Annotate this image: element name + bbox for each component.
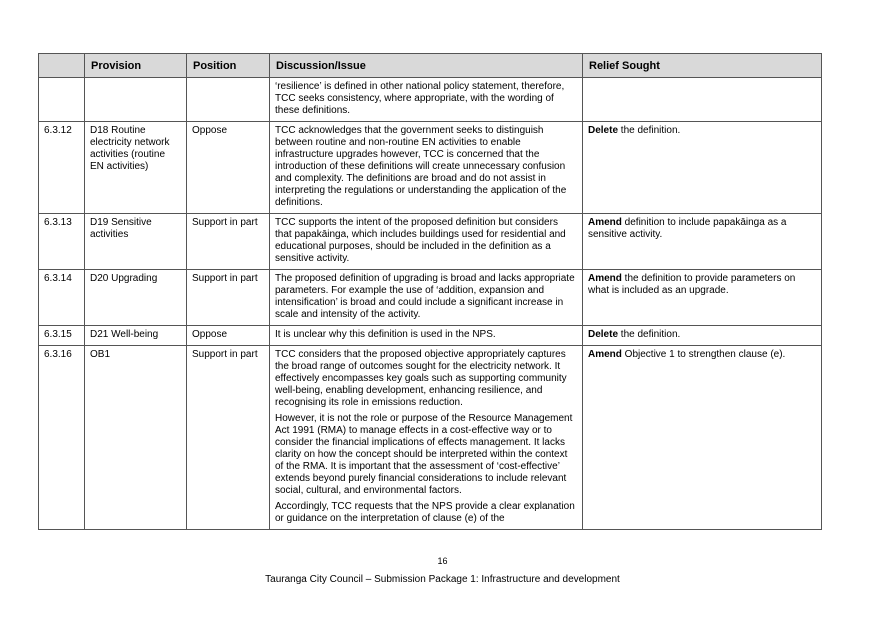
- header-discussion: Discussion/Issue: [270, 54, 583, 78]
- cell-ref: 6.3.12: [39, 122, 85, 214]
- page-footer: Tauranga City Council – Submission Package 1: Infrastructure and development: [265, 574, 620, 585]
- discussion-paragraph: ‘resilience’ is defined in other national policy statement, therefore, TCC seeks consistency, where appropriate, with the wording of these definitions.: [275, 81, 565, 116]
- discussion-paragraph: TCC considers that the proposed objective appropriately captures the broad range of outcomes sought for the electricity network. It effectively encompasses key goals such as supporting community well-being, enabling development, enhancing resilience, and recognising its role in emissions reduction.: [275, 349, 567, 408]
- cell-discussion: [270, 270, 583, 326]
- cell-relief: [583, 326, 822, 346]
- cell-ref: 6.3.15: [39, 326, 85, 346]
- header-position: Position: [187, 54, 270, 78]
- cell-relief: [583, 122, 822, 214]
- cell-discussion: [270, 346, 583, 530]
- cell-provision: OB1: [85, 346, 187, 530]
- cell-ref: 6.3.16: [39, 346, 85, 530]
- cell-provision: D21 Well-being: [85, 326, 187, 346]
- cell-position: Oppose: [187, 326, 270, 346]
- cell-position: Support in part: [187, 214, 270, 270]
- cell-position: Support in part: [187, 270, 270, 326]
- cell-position: Support in part: [187, 346, 270, 530]
- relief-text: Objective 1 to strengthen clause (e).: [621, 349, 786, 360]
- page-number: 16: [437, 556, 448, 566]
- cell-ref: 6.3.13: [39, 214, 85, 270]
- cell-discussion: [270, 122, 583, 214]
- relief-text: the definition.: [618, 329, 681, 340]
- discussion-paragraph: TCC supports the intent of the proposed definition but considers that papakāinga, which includes buildings used for residential and educational purposes, should be included in the definition as a sensitive activity.: [275, 217, 566, 264]
- cell-position: Oppose: [187, 122, 270, 214]
- header-ref: [39, 54, 85, 78]
- table-header-row: [39, 54, 822, 78]
- cell-provision: D18 Routine electricity network activities (routine EN activities): [85, 122, 187, 214]
- table-row: [39, 78, 822, 122]
- relief-action: Amend: [588, 349, 622, 360]
- relief-text: the definition to provide parameters on what is included as an upgrade.: [588, 273, 796, 296]
- table-row: [39, 346, 822, 530]
- table-row: [39, 326, 822, 346]
- relief-action: Amend: [588, 273, 622, 284]
- cell-ref: 6.3.14: [39, 270, 85, 326]
- cell-relief: [583, 214, 822, 270]
- cell-provision: D20 Upgrading: [85, 270, 187, 326]
- cell-ref: [39, 78, 85, 122]
- cell-relief: [583, 270, 822, 326]
- table-row: [39, 122, 822, 214]
- cell-relief: [583, 346, 822, 530]
- discussion-paragraph: However, it is not the role or purpose of the Resource Management Act 1991 (RMA) to manage effects in a cost-effective way or to consider the financial implications of effects management. It lacks clarity on how the concept should be interpreted within the context of the RMA. It is important that the assessment of ‘cost-effective’ extends beyond purely financial considerations to include relevant social, cultural, and environmental factors.: [275, 413, 573, 496]
- cell-discussion: [270, 214, 583, 270]
- submission-table: [38, 53, 822, 530]
- cell-provision: D19 Sensitive activities: [85, 214, 187, 270]
- relief-text: definition to include papakāinga as a sensitive activity.: [588, 217, 787, 240]
- discussion-paragraph: It is unclear why this definition is used in the NPS.: [275, 329, 496, 340]
- header-relief: Relief Sought: [583, 54, 822, 78]
- discussion-paragraph: Accordingly, TCC requests that the NPS provide a clear explanation or guidance on the interpretation of clause (e) of the: [275, 501, 575, 524]
- cell-discussion: [270, 326, 583, 346]
- relief-text: the definition.: [618, 125, 681, 136]
- table-row: [39, 214, 822, 270]
- cell-relief: [583, 78, 822, 122]
- discussion-paragraph: The proposed definition of upgrading is broad and lacks appropriate parameters. For example the use of ‘addition, expansion and intensification’ is broad and could include a significant increase in scale and intensity of the activity.: [275, 273, 575, 320]
- relief-action: Amend: [588, 217, 622, 228]
- cell-position: [187, 78, 270, 122]
- relief-action: Delete: [588, 329, 619, 340]
- discussion-paragraph: TCC acknowledges that the government seeks to distinguish between routine and non-routine EN activities to enable infrastructure upgrades however, TCC is concerned that the introduction of these definitions will create unnecessary confusion and complexity. The definitions are broad and do not assist in interpreting the regulations or understanding the application of the definitions.: [275, 125, 567, 208]
- relief-action: Delete: [588, 125, 619, 136]
- cell-discussion: [270, 78, 583, 122]
- cell-provision: [85, 78, 187, 122]
- header-provision: Provision: [85, 54, 187, 78]
- table-row: [39, 270, 822, 326]
